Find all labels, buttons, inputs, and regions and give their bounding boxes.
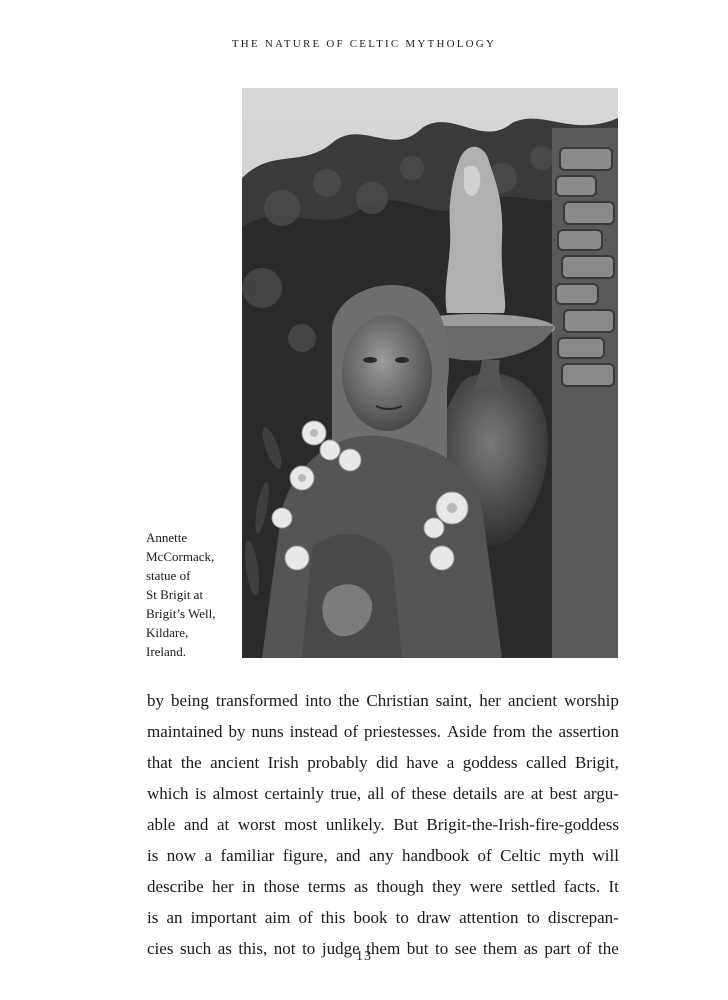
body-line: able and at worst most unlikely. But Brigit-the-Irish-fire-goddess <box>147 815 619 834</box>
body-line: describe her in those terms as though they were settled facts. It <box>147 877 619 896</box>
caption-line: Ireland. <box>146 644 187 659</box>
caption-line: statue of <box>146 568 191 583</box>
caption-line: Kildare, <box>146 625 189 640</box>
figure-caption <box>146 528 238 661</box>
caption-line: Brigit’s Well, <box>146 606 216 621</box>
caption-line: McCormack, <box>146 549 215 564</box>
caption-line: St Brigit at <box>146 587 204 602</box>
page-number: 13 <box>356 949 372 964</box>
statue-photo-illustration <box>242 88 618 658</box>
body-line: is now a familiar figure, and any handbook of Celtic myth will <box>147 846 619 865</box>
body-line: which is almost certainly true, all of these details are at best argu- <box>147 784 619 803</box>
body-line: by being transformed into the Christian saint, her ancient worship <box>147 691 619 710</box>
body-line: maintained by nuns instead of priestesses. Aside from the assertion <box>147 722 619 741</box>
statue-photograph <box>242 88 618 658</box>
running-head: THE NATURE OF CELTIC MYTHOLOGY <box>231 38 497 50</box>
body-line: cies such as this, not to judge them but to see them as part of the <box>147 939 619 958</box>
caption-line: Annette <box>146 530 188 545</box>
body-line: is an important aim of this book to draw attention to discrepan- <box>147 908 619 927</box>
body-line: that the ancient Irish probably did have a goddess called Brigit, <box>147 753 619 772</box>
body-text <box>147 685 619 964</box>
